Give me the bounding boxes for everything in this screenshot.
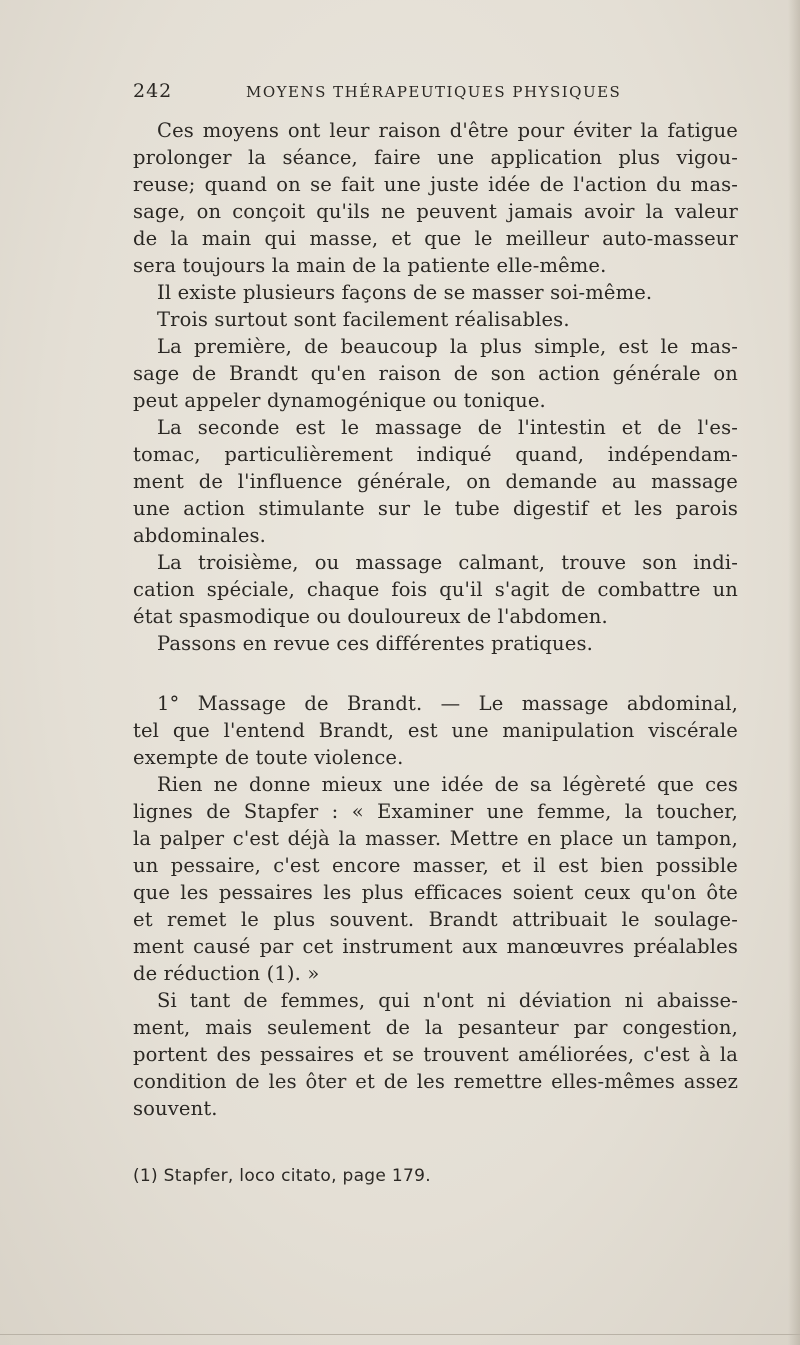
text-line: reuse; quand on se fait une juste idée de l'action du mas- bbox=[133, 173, 738, 196]
text-line: Rien ne donne mieux une idée de sa légèreté que ces bbox=[157, 773, 738, 796]
text-line: portent des pessaires et se trouvent améliorées, c'est à la bbox=[133, 1043, 738, 1066]
text-line: ment, mais seulement de la pesanteur par congestion, bbox=[133, 1016, 738, 1039]
text-line: La seconde est le massage de l'intestin et de l'es- bbox=[157, 416, 738, 439]
text-line: Il existe plusieurs façons de se masser soi-même. bbox=[157, 281, 653, 304]
text-line: Passons en revue ces différentes pratiques. bbox=[157, 632, 593, 655]
text-line: tel que l'entend Brandt, est une manipulation viscérale bbox=[133, 719, 738, 742]
running-head: MOYENS THÉRAPEUTIQUES PHYSIQUES bbox=[246, 83, 622, 101]
text-line: La première, de beaucoup la plus simple, est le mas- bbox=[157, 335, 738, 358]
text-line: de la main qui masse, et que le meilleur auto-masseur bbox=[133, 227, 738, 250]
text-line: Ces moyens ont leur raison d'être pour éviter la fatigue bbox=[157, 119, 738, 142]
text-line: ment de l'influence générale, on demande au massage bbox=[133, 470, 738, 493]
text-line: sage de Brandt qu'en raison de son action générale on bbox=[133, 362, 738, 385]
text-line: 1° Massage de Brandt. — Le massage abdominal, bbox=[157, 692, 738, 715]
text-line: abdominales. bbox=[133, 524, 267, 547]
text-line: souvent. bbox=[133, 1097, 218, 1120]
text-line: condition de les ôter et de les remettre elles-mêmes assez bbox=[133, 1070, 738, 1093]
text-line: ment causé par cet instrument aux manœuvres préalables bbox=[133, 935, 738, 958]
text-line: que les pessaires les plus efficaces soient ceux qu'on ôte bbox=[133, 881, 738, 904]
text-line: et remet le plus souvent. Brandt attribuait le soulage- bbox=[133, 908, 738, 931]
text-line: peut appeler dynamogénique ou tonique. bbox=[133, 389, 546, 412]
page-header bbox=[133, 80, 738, 104]
footnote: (1) Stapfer, loco citato, page 179. bbox=[133, 1166, 431, 1186]
page-number: 242 bbox=[133, 80, 173, 102]
text-line: sera toujours la main de la patiente elle-même. bbox=[133, 254, 607, 277]
text-line: Si tant de femmes, qui n'ont ni déviation ni abaisse- bbox=[157, 989, 738, 1012]
text-line: cation spéciale, chaque fois qu'il s'agit de combattre un bbox=[133, 578, 738, 601]
text-line: prolonger la séance, faire une application plus vigou- bbox=[133, 146, 738, 169]
page-bottom-edge bbox=[0, 1334, 800, 1335]
text-line: un pessaire, c'est encore masser, et il est bien possible bbox=[133, 854, 738, 877]
text-line: exempte de toute violence. bbox=[133, 746, 404, 769]
text-line: La troisième, ou massage calmant, trouve son indi- bbox=[157, 551, 738, 574]
text-line: de réduction (1). » bbox=[133, 962, 320, 985]
text-line: sage, on conçoit qu'ils ne peuvent jamais avoir la valeur bbox=[133, 200, 738, 223]
text-line: tomac, particulièrement indiqué quand, indépendam- bbox=[133, 443, 738, 466]
text-line: lignes de Stapfer : « Examiner une femme, la toucher, bbox=[133, 800, 738, 823]
text-line: une action stimulante sur le tube digestif et les parois bbox=[133, 497, 738, 520]
text-line: Trois surtout sont facilement réalisables. bbox=[157, 308, 570, 331]
text-line: la palper c'est déjà la masser. Mettre en place un tampon, bbox=[133, 827, 738, 850]
page-edge-shadow bbox=[788, 0, 800, 1345]
text-line: état spasmodique ou douloureux de l'abdomen. bbox=[133, 605, 608, 628]
